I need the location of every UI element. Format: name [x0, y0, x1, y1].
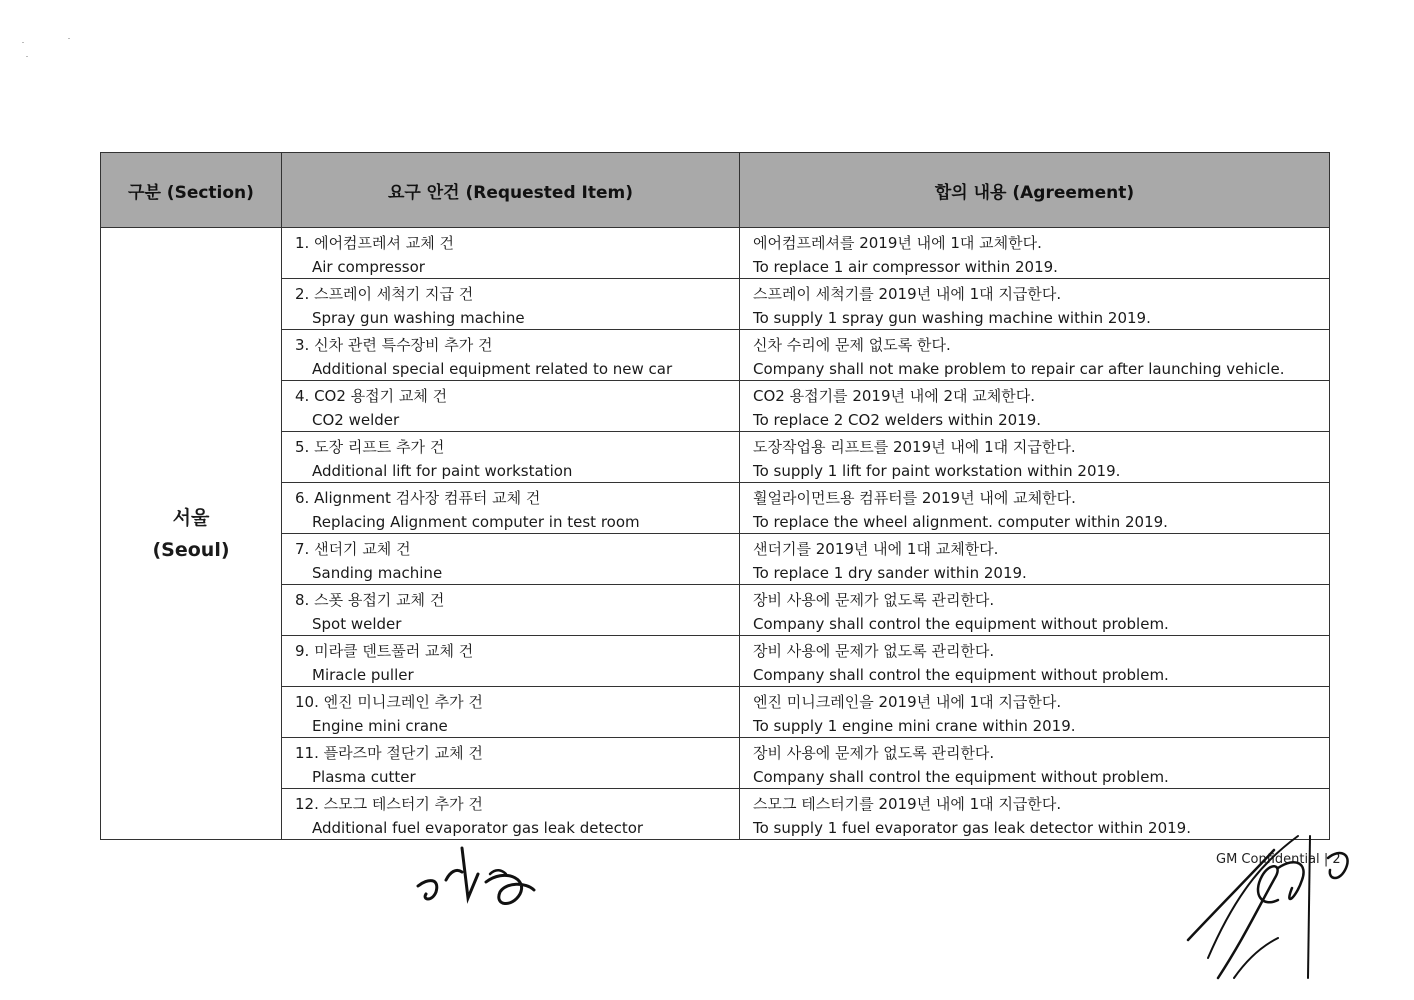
requested-item-cell-english: Additional lift for paint workstation [312, 462, 573, 480]
requested-item-cell-english: Plasma cutter [312, 768, 416, 786]
agreement-cell [740, 534, 1330, 585]
requested-item-cell-english: Additional special equipment related to new car [312, 360, 673, 378]
agreement-cell-korean: 스모그 테스터기를 2019년 내에 1대 지급한다. [753, 795, 1062, 813]
requested-item-cell-korean: 1. 에어컴프레셔 교체 건 [295, 234, 455, 252]
agreement-cell-korean: 장비 사용에 문제가 없도록 관리한다. [753, 591, 995, 609]
agreement-cell-english: Company shall not make problem to repair car after launching vehicle. [753, 360, 1285, 378]
requested-item-cell [282, 279, 740, 330]
table-row [101, 381, 1330, 432]
section-name-ko: 서울 [172, 506, 210, 529]
agreement-cell-english: To supply 1 fuel evaporator gas leak detector within 2019. [753, 819, 1191, 837]
agreement-table [100, 152, 1330, 840]
agreement-cell-english: To supply 1 spray gun washing machine within 2019. [753, 309, 1151, 327]
requested-item-cell [282, 381, 740, 432]
requested-item-cell-korean: 11. 플라즈마 절단기 교체 건 [295, 744, 483, 762]
agreement-cell-english: To replace 1 air compressor within 2019. [753, 258, 1058, 276]
requested-item-cell-english: Miracle puller [312, 666, 414, 684]
agreement-cell-korean: 신차 수리에 문제 없도록 한다. [753, 336, 951, 354]
table-row [101, 483, 1330, 534]
requested-item-cell [282, 534, 740, 585]
requested-item-cell [282, 636, 740, 687]
requested-item-cell-english: Air compressor [312, 258, 425, 276]
requested-item-cell [282, 432, 740, 483]
agreement-cell-english: To replace the wheel alignment. computer within 2019. [753, 513, 1168, 531]
header-row [101, 153, 1330, 228]
requested-item-cell-korean: 10. 엔진 미니크레인 추가 건 [295, 693, 483, 711]
agreement-cell-korean: 도장작업용 리프트를 2019년 내에 1대 지급한다. [753, 438, 1076, 456]
agreement-cell-korean: 엔진 미니크레인을 2019년 내에 1대 지급한다. [753, 693, 1062, 711]
confidential-label: GM Confidential [1216, 852, 1320, 867]
requested-item-cell-korean: 3. 신차 관련 특수장비 추가 건 [295, 336, 493, 354]
requested-item-cell-english: Spray gun washing machine [312, 309, 525, 327]
requested-item-cell-korean: 8. 스폿 용접기 교체 건 [295, 591, 445, 609]
header-agreement: 합의 내용 (Agreement) [740, 153, 1330, 228]
requested-item-cell [282, 585, 740, 636]
table-row [101, 330, 1330, 381]
requested-item-cell-korean: 12. 스모그 테스터기 추가 건 [295, 795, 483, 813]
agreement-cell-korean: 장비 사용에 문제가 없도록 관리한다. [753, 744, 995, 762]
agreement-cell-korean: 샌더기를 2019년 내에 1대 교체한다. [753, 540, 999, 558]
requested-item-cell-english: Engine mini crane [312, 717, 448, 735]
requested-item-cell [282, 738, 740, 789]
agreement-cell [740, 483, 1330, 534]
agreement-cell-english: To supply 1 lift for paint workstation within 2019. [753, 462, 1121, 480]
requested-item-cell-korean: 4. CO2 용접기 교체 건 [295, 387, 448, 405]
agreement-cell-english: To replace 2 CO2 welders within 2019. [753, 411, 1042, 429]
table-row [101, 585, 1330, 636]
agreement-cell-korean: 에어컴프레셔를 2019년 내에 1대 교체한다. [753, 234, 1042, 252]
agreement-cell-english: Company shall control the equipment without problem. [753, 666, 1169, 684]
header-requested-item: 요구 안건 (Requested Item) [282, 153, 740, 228]
scan-specks [20, 34, 80, 64]
requested-item-cell-korean: 2. 스프레이 세척기 지급 건 [295, 285, 474, 303]
agreement-cell-korean: 스프레이 세척기를 2019년 내에 1대 지급한다. [753, 285, 1062, 303]
header-section: 구분 (Section) [101, 153, 282, 228]
agreement-cell [740, 432, 1330, 483]
requested-item-cell [282, 228, 740, 279]
table-row [101, 789, 1330, 840]
table-row [101, 534, 1330, 585]
agreement-cell [740, 279, 1330, 330]
agreement-cell [740, 738, 1330, 789]
requested-item-cell [282, 330, 740, 381]
agreement-cell-english: To supply 1 engine mini crane within 2019. [753, 717, 1076, 735]
requested-item-cell-english: Additional fuel evaporator gas leak detector [312, 819, 644, 837]
requested-item-cell-english: Sanding machine [312, 564, 443, 582]
requested-item-cell-korean: 5. 도장 리프트 추가 건 [295, 438, 445, 456]
agreement-cell [740, 228, 1330, 279]
requested-item-cell-korean: 6. Alignment 검사장 컴퓨터 교체 건 [295, 489, 541, 507]
section-name-en: (Seoul) [152, 538, 230, 561]
agreement-cell-korean: 장비 사용에 문제가 없도록 관리한다. [753, 642, 995, 660]
table-row [101, 636, 1330, 687]
section-cell [101, 228, 282, 840]
requested-item-cell-english: Spot welder [312, 615, 402, 633]
requested-item-cell-korean: 7. 샌더기 교체 건 [295, 540, 411, 558]
agreement-cell [740, 687, 1330, 738]
requested-item-cell [282, 483, 740, 534]
agreement-cell [740, 636, 1330, 687]
agreement-cell-korean: CO2 용접기를 2019년 내에 2대 교체한다. [753, 387, 1036, 405]
agreement-cell [740, 585, 1330, 636]
agreement-cell [740, 381, 1330, 432]
requested-item-cell-english: Replacing Alignment computer in test room [312, 513, 640, 531]
table-row [101, 279, 1330, 330]
table-row [101, 228, 1330, 279]
table-row [101, 432, 1330, 483]
agreement-cell-english: Company shall control the equipment without problem. [753, 768, 1169, 786]
requested-item-cell [282, 687, 740, 738]
table-row [101, 687, 1330, 738]
page-number: | 2 [1323, 852, 1341, 867]
agreement-cell-korean: 휠얼라이먼트용 컴퓨터를 2019년 내에 교체한다. [753, 489, 1076, 507]
agreement-cell-english: Company shall control the equipment without problem. [753, 615, 1169, 633]
agreement-cell [740, 330, 1330, 381]
requested-item-cell-korean: 9. 미라클 덴트풀러 교체 건 [295, 642, 474, 660]
table-row [101, 738, 1330, 789]
requested-item-cell [282, 789, 740, 840]
requested-item-cell-english: CO2 welder [312, 411, 400, 429]
signature-left [410, 838, 550, 918]
signature-right [1178, 828, 1358, 988]
agreement-cell-english: To replace 1 dry sander within 2019. [753, 564, 1027, 582]
